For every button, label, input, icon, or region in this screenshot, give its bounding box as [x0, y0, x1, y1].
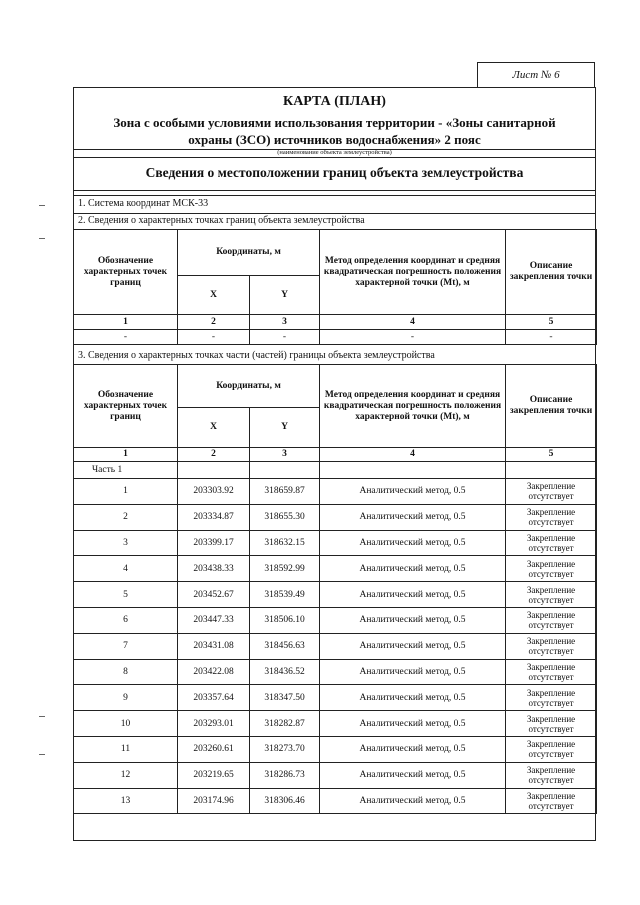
point-number: 11 — [74, 736, 178, 762]
coord-x: 203422.08 — [178, 659, 250, 685]
divider — [74, 195, 595, 196]
table-row — [74, 762, 597, 788]
table-cell: - — [178, 330, 250, 345]
method-cell: Аналитический метод, 0.5 — [320, 711, 506, 737]
coord-x: 203334.87 — [178, 504, 250, 530]
coord-x: 203438.33 — [178, 556, 250, 582]
col-number: 5 — [506, 448, 597, 462]
header-y: Y — [250, 276, 320, 315]
header-fixing: Описание закрепления точки — [506, 230, 597, 315]
col-number: 5 — [506, 315, 597, 330]
coord-x: 203174.96 — [178, 788, 250, 814]
point-number: 10 — [74, 711, 178, 737]
coord-x: 203452.67 — [178, 582, 250, 608]
fixing-cell: Закрепление отсутствует — [506, 530, 597, 556]
col-number: 3 — [250, 448, 320, 462]
coord-x: 203431.08 — [178, 633, 250, 659]
table-row — [74, 711, 597, 737]
method-cell: Аналитический метод, 0.5 — [320, 530, 506, 556]
table-row — [74, 479, 597, 505]
method-cell: Аналитический метод, 0.5 — [320, 788, 506, 814]
point-number: 9 — [74, 685, 178, 711]
point-number: 3 — [74, 530, 178, 556]
map-subtitle: Зона с особыми условиями использования территории - «Зоны санитарной охраны (ЗСО) источников водоснабжения» 2 пояс — [113, 115, 556, 147]
coord-x: 203260.61 — [178, 736, 250, 762]
col-number: 4 — [320, 315, 506, 330]
point-number: 12 — [74, 762, 178, 788]
method-cell: Аналитический метод, 0.5 — [320, 659, 506, 685]
fixing-cell: Закрепление отсутствует — [506, 788, 597, 814]
points-line: 2. Сведения о характерных точках границ объекта землеустройства — [78, 215, 365, 226]
method-cell: Аналитический метод, 0.5 — [320, 633, 506, 659]
method-cell: Аналитический метод, 0.5 — [320, 736, 506, 762]
divider — [74, 213, 595, 214]
coord-y: 318539.49 — [250, 582, 320, 608]
part-points-table — [73, 364, 597, 814]
coord-x: 203399.17 — [178, 530, 250, 556]
coord-x: 203447.33 — [178, 607, 250, 633]
col-number: 2 — [178, 448, 250, 462]
col-number: 2 — [178, 315, 250, 330]
table-row — [74, 736, 597, 762]
coord-y: 318659.87 — [250, 479, 320, 505]
coord-x: 203219.65 — [178, 762, 250, 788]
col-number: 1 — [74, 315, 178, 330]
col-number: 1 — [74, 448, 178, 462]
header-x: X — [178, 408, 250, 448]
coord-y: 318456.63 — [250, 633, 320, 659]
section-title: Сведения о местоположении границ объекта землеустройства — [145, 165, 524, 180]
column-numbers-row — [74, 315, 597, 330]
fixing-cell: Закрепление отсутствует — [506, 633, 597, 659]
sheet-number: Лист № 6 — [477, 62, 595, 87]
boundary-points-table — [73, 229, 597, 345]
header-method: Метод определения координат и средняя квадратическая погрешность положения характерной точки (Mt), м — [320, 230, 506, 315]
method-cell: Аналитический метод, 0.5 — [320, 556, 506, 582]
header-method: Метод определения координат и средняя квадратическая погрешность положения характерной точки (Mt), м — [320, 365, 506, 448]
table-cell: - — [74, 330, 178, 345]
parts-line: 3. Сведения о характерных точках части (частей) границы объекта землеустройства — [78, 350, 435, 361]
header-x: X — [178, 276, 250, 315]
point-number: 1 — [74, 479, 178, 505]
header-designation: Обозначение характерных точек границ — [74, 230, 178, 315]
column-numbers-row — [74, 448, 597, 462]
table-row — [74, 330, 597, 345]
coord-y: 318286.73 — [250, 762, 320, 788]
fixing-cell: Закрепление отсутствует — [506, 556, 597, 582]
header-coords: Координаты, м — [178, 230, 320, 276]
margin-mark — [39, 205, 45, 206]
point-number: 7 — [74, 633, 178, 659]
coord-y: 318436.52 — [250, 659, 320, 685]
coord-y: 318506.10 — [250, 607, 320, 633]
header-fixing: Описание закрепления точки — [506, 365, 597, 448]
fixing-cell: Закрепление отсутствует — [506, 607, 597, 633]
table-row — [74, 659, 597, 685]
table-row — [74, 530, 597, 556]
coord-x: 203357.64 — [178, 685, 250, 711]
fixing-cell: Закрепление отсутствует — [506, 479, 597, 505]
fixing-cell: Закрепление отсутствует — [506, 504, 597, 530]
object-name-note: (наименование объекта землеустройства) — [277, 149, 392, 156]
coord-y: 318347.50 — [250, 685, 320, 711]
coord-y: 318306.46 — [250, 788, 320, 814]
method-cell: Аналитический метод, 0.5 — [320, 504, 506, 530]
coord-x: 203293.01 — [178, 711, 250, 737]
divider — [74, 157, 595, 158]
table-row — [74, 556, 597, 582]
point-number: 4 — [74, 556, 178, 582]
fixing-cell: Закрепление отсутствует — [506, 762, 597, 788]
method-cell: Аналитический метод, 0.5 — [320, 479, 506, 505]
coord-y: 318592.99 — [250, 556, 320, 582]
col-number: 3 — [250, 315, 320, 330]
table-row — [74, 788, 597, 814]
table-row — [74, 582, 597, 608]
margin-mark — [39, 716, 45, 717]
header-y: Y — [250, 408, 320, 448]
fixing-cell: Закрепление отсутствует — [506, 659, 597, 685]
table-row — [74, 685, 597, 711]
header-coords: Координаты, м — [178, 365, 320, 408]
table-row — [74, 504, 597, 530]
method-cell: Аналитический метод, 0.5 — [320, 582, 506, 608]
coord-x: 203303.92 — [178, 479, 250, 505]
table-row — [74, 633, 597, 659]
fixing-cell: Закрепление отсутствует — [506, 582, 597, 608]
map-title: КАРТА (ПЛАН) — [283, 94, 386, 109]
coord-y: 318282.87 — [250, 711, 320, 737]
coord-y: 318655.30 — [250, 504, 320, 530]
point-number: 8 — [74, 659, 178, 685]
margin-mark — [39, 238, 45, 239]
method-cell: Аналитический метод, 0.5 — [320, 607, 506, 633]
part-rows — [74, 479, 597, 814]
part-label: Часть 1 — [74, 462, 178, 479]
margin-mark — [39, 754, 45, 755]
coord-y: 318632.15 — [250, 530, 320, 556]
fixing-cell: Закрепление отсутствует — [506, 711, 597, 737]
col-number: 4 — [320, 448, 506, 462]
header-designation: Обозначение характерных точек границ — [74, 365, 178, 448]
method-cell: Аналитический метод, 0.5 — [320, 762, 506, 788]
point-number: 6 — [74, 607, 178, 633]
table-cell: - — [506, 330, 597, 345]
table-cell: - — [250, 330, 320, 345]
table-row — [74, 607, 597, 633]
divider — [74, 190, 595, 191]
point-number: 2 — [74, 504, 178, 530]
point-number: 5 — [74, 582, 178, 608]
coord-y: 318273.70 — [250, 736, 320, 762]
point-number: 13 — [74, 788, 178, 814]
part-label-row — [74, 462, 597, 479]
method-cell: Аналитический метод, 0.5 — [320, 685, 506, 711]
coord-system-line: 1. Система координат МСК-33 — [78, 198, 209, 209]
fixing-cell: Закрепление отсутствует — [506, 685, 597, 711]
fixing-cell: Закрепление отсутствует — [506, 736, 597, 762]
document-frame — [73, 87, 596, 841]
table-cell: - — [320, 330, 506, 345]
